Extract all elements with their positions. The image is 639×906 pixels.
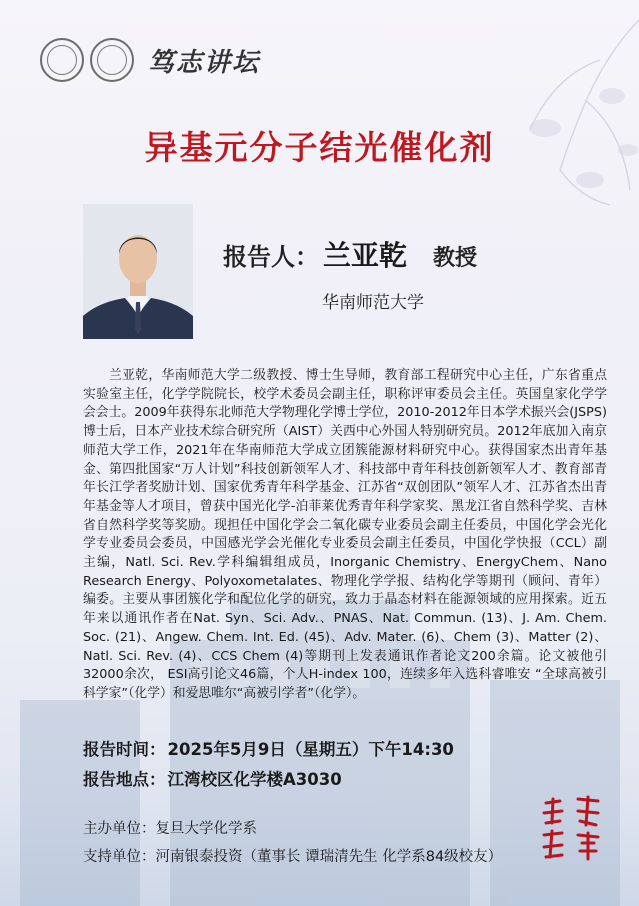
speaker-title: 教授 [433,246,478,271]
event-place [83,766,342,790]
sponsor-label: 支持单位： [83,849,156,865]
host-organizer [83,817,257,838]
fudan-chemistry-seal-icon [90,38,134,82]
speaker-name: 兰亚乾 [323,239,408,272]
forum-logo: 笃志讲坛 [148,47,261,78]
header-logos [40,38,260,82]
event-place-label: 报告地点： [83,770,166,789]
fudan-university-seal-icon [40,38,84,82]
speaker-bio: 兰亚乾，华南师范大学二级教授、博士生导师，教育部工程研究中心主任，广东省重点实验室主任，化学学院院长，校学术委员会副主任，职称评审委员会主任。英国皇家化学学会会士。2009年获得东北师范大学物理化学博士学位，2010-2012年日本学术振兴会(JSPS)博士后，日本产业技术综合研究所（AIST）关西中心外国人特别研究员。2012年底加入南京师范大学工作，2021年在华南师范大学成立团簇能源材料研究中心。获得国家杰出青年基金、第四批国家“万人计划”科技创新领军人才、科技部中青年科技创新领军人才、教育部青年长江学者奖励计划、国家优秀青年科学基金、江苏省“双创团队”领军人才、江苏省杰出青年基金等人才项目，曾获中国光化学-泊菲莱优秀青年科学家奖、黑龙江省自然科学奖、吉林省自然科学奖等奖励。现担任中国化学会二氧化碳专业委员会副主任委员，中国化学会光化学专业委员会委员，中国感光学会光催化专业委员会副主任委员，中国化学快报（CCL）副主编，Natl. Sci. Rev.学科编辑组成员，Inorganic Chemistry、EnergyChem、Nano Research Energy、Polyoxometalates、物理化学学报、结构化学等期刊（顾问、青年）编委。主要从事团簇化学和配位化学的研究，致力于晶态材料在能源领域的应用探索。近五年来以通讯作者在Nat. Syn、Sci. Adv.、PNAS、Nat. Commun. (13)、J. Am. Chem. Soc. (21)、Angew. Chem. Int. Ed. (45)、Adv. Mater. (6)、Chem (3)、Matter (2)、Natl. Sci. Rev. (4)、CCS Chem (4)等期刊上发表通讯作者论文200余篇。论文被他引32000余次， ESI高引论文46篇，个人H-index 100，连续多年入选科睿唯安 “全球高被引科学家”（化学）和爱思唯尔“高被引学者”（化学）。 [83,368,607,701]
event-time-label: 报告时间： [83,740,166,759]
speaker-label: 报告人： [223,243,319,271]
event-time [83,736,454,760]
speaker-photo [83,204,193,339]
sponsor-value: 河南银泰投资（董事长 谭瑞清先生 化学系84级校友） [155,849,503,865]
forum-seal-stamp-icon [538,793,608,863]
speaker-affiliation: 华南师范大学 [322,293,424,313]
event-place-value: 江湾校区化学楼A3030 [167,770,342,789]
event-time-value: 2025年5月9日（星期五）下午14:30 [167,740,454,759]
host-label: 主办单位： [83,821,156,837]
lecture-title: 异基元分子结光催化剂 [144,128,495,167]
sponsor-organizer [83,845,502,866]
speaker-heading [223,234,477,274]
host-value: 复旦大学化学系 [155,821,257,837]
